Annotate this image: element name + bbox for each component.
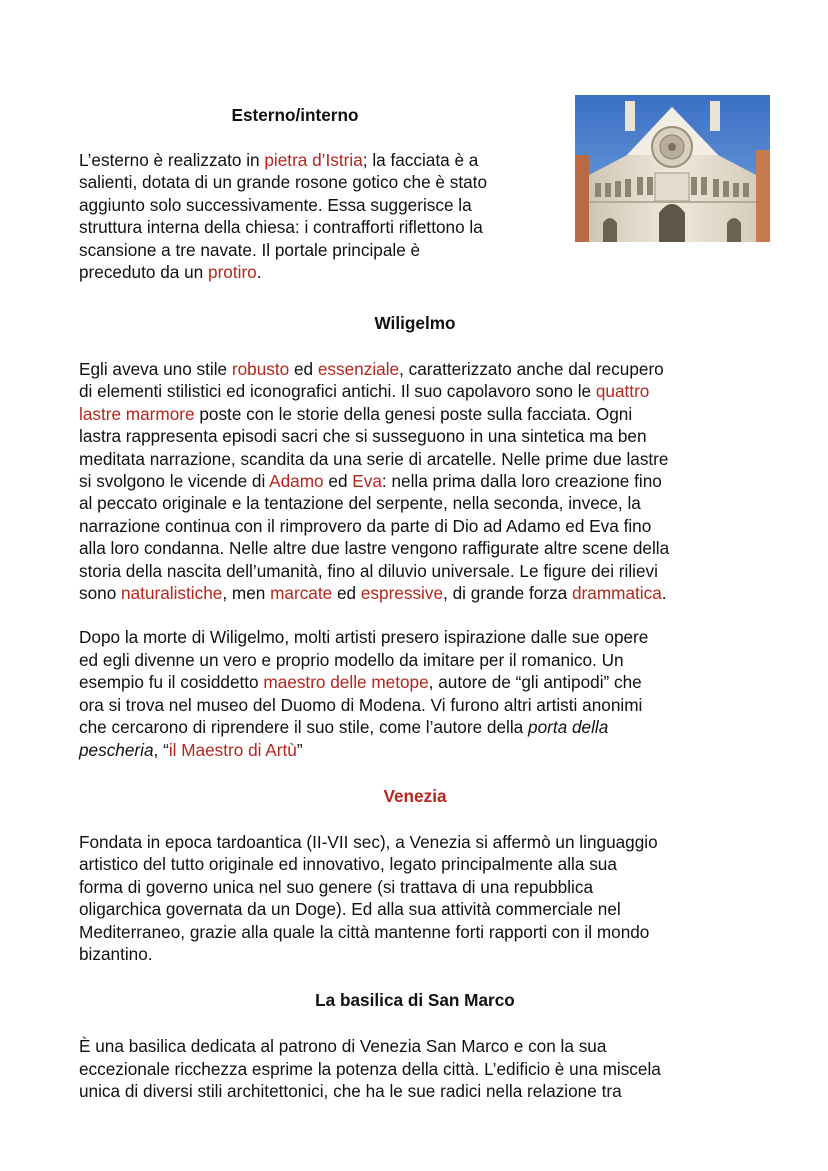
text-line: pescheria, “il Maestro di Artù” [79, 739, 303, 760]
highlight-espressive: espressive [360, 583, 444, 604]
text-line: che cercarono di riprendere il suo stile, come l’autore della porta della [79, 717, 609, 738]
heading-wiligelmo: Wiligelmo [374, 313, 456, 333]
document-page [79, 100, 751, 1103]
highlight-naturalistiche: naturalistiche [121, 583, 223, 604]
highlight-robusto: robusto [231, 359, 290, 379]
text-line: ora si trova nel museo del Duomo di Modena. Vi furono altri artisti anonimi [79, 694, 643, 715]
text-line: salienti, dotata di un grande rosone gotico che è stato [79, 172, 488, 193]
highlight-marcate: marcate [270, 583, 333, 604]
highlight-protiro: protiro [208, 262, 257, 283]
text-line: Fondata in epoca tardoantica (II-VII sec), a Venezia si affermò un linguaggio [79, 831, 658, 852]
paragraph-venezia [79, 831, 751, 965]
text-line: lastra rappresenta episodi sacri che si susseguono in una sintetica ma ben [79, 426, 647, 447]
text-line: L’esterno è realizzato in pietra d’Istria; la facciata è a [79, 150, 479, 170]
text-line: al peccato originale e la tentazione del serpente, nella seconda, invece, la [79, 493, 641, 514]
text-line: forma di governo unica nel suo genere (si trattava di una repubblica [79, 876, 594, 897]
text-line: bizantino. [79, 943, 153, 964]
text-line: Dopo la morte di Wiligelmo, molti artisti presero ispirazione dalle sue opere [79, 627, 649, 648]
italic-porta-della: porta della [528, 717, 609, 738]
text-line: meditata narrazione, scandita da una serie di arcatelle. Nelle prime due lastre [79, 448, 669, 469]
highlight-maestro-artu: il Maestro di Artù [168, 739, 297, 760]
text-line: È una basilica dedicata al patrono di Venezia San Marco e con la sua [79, 1036, 607, 1057]
text-line: Mediterraneo, grazie alla quale la città mantenne forti rapporti con il mondo [79, 921, 650, 942]
cathedral-facade-image [575, 95, 770, 242]
text-line: eccezionale ricchezza esprime la potenza della città. L’edificio è una miscela [79, 1058, 661, 1079]
section-esterno-interno [79, 100, 751, 288]
highlight-pietra-istria: pietra d’Istria [264, 150, 363, 170]
text-line: ed egli divenne un vero e proprio modello da imitare per il romanico. Un [79, 649, 624, 670]
text-line: sono naturalistiche, men marcate ed espressive, di grande forza drammatica. [79, 583, 667, 604]
text-line: alla loro condanna. Nelle altre due lastre vengono raffigurate altre scene della [79, 538, 670, 559]
text-line: narrazione continua con il rimprovero da parte di Dio ad Adamo ed Eva fino [79, 515, 652, 536]
text-line: artistico del tutto originale ed innovativo, legato principalmente alla sua [79, 854, 617, 875]
heading-basilica-san-marco: La basilica di San Marco [315, 990, 515, 1011]
paragraph-san-marco [79, 1035, 751, 1102]
highlight-eva: Eva [352, 471, 382, 492]
paragraph-wiligelmo-2 [79, 626, 751, 760]
highlight-quattro: quattro [595, 381, 650, 402]
text-line: aggiunto solo successivamente. Essa suggerisce la [79, 194, 472, 215]
text-line: Egli aveva uno stile robusto ed essenziale, caratterizzato anche dal recupero [79, 359, 664, 379]
text-line: si svolgono le vicende di Adamo ed Eva: nella prima dalla loro creazione fino [79, 471, 662, 492]
highlight-essenziale: essenziale [317, 359, 400, 379]
heading-venezia: Venezia [383, 785, 447, 806]
paragraph-esterno [79, 149, 487, 283]
highlight-adamo: Adamo [269, 471, 324, 492]
highlight-maestro-metope: maestro delle metope [263, 672, 429, 693]
text-line: preceduto da un protiro. [79, 262, 262, 283]
text-line: storia della nascita dell’umanità, fino al diluvio universale. Le figure dei rilievi [79, 560, 658, 581]
text-line: unica di diversi stili architettonici, che ha le sue radici nella relazione tra [79, 1081, 622, 1102]
italic-pescheria: pescheria [79, 739, 154, 760]
text-line: esempio fu il cosiddetto maestro delle metope, autore de “gli antipodi” che [79, 672, 642, 693]
highlight-drammatica: drammatica [572, 583, 662, 604]
text-line: lastre marmore poste con le storie della genesi poste sulla facciata. Ogni [79, 403, 633, 424]
text-line: struttura interna della chiesa: i contrafforti riflettono la [79, 217, 483, 238]
paragraph-wiligelmo-1 [79, 358, 751, 604]
highlight-lastre-marmore: lastre marmore [79, 403, 195, 424]
text-line: scansione a tre navate. Il portale principale è [79, 239, 421, 260]
heading-esterno-interno: Esterno/interno [231, 105, 359, 125]
text-line: oligarchica governata da un Doge). Ed alla sua attività commerciale nel [79, 899, 621, 920]
text-line: di elementi stilistici ed iconografici antichi. Il suo capolavoro sono le quattro [79, 381, 650, 402]
